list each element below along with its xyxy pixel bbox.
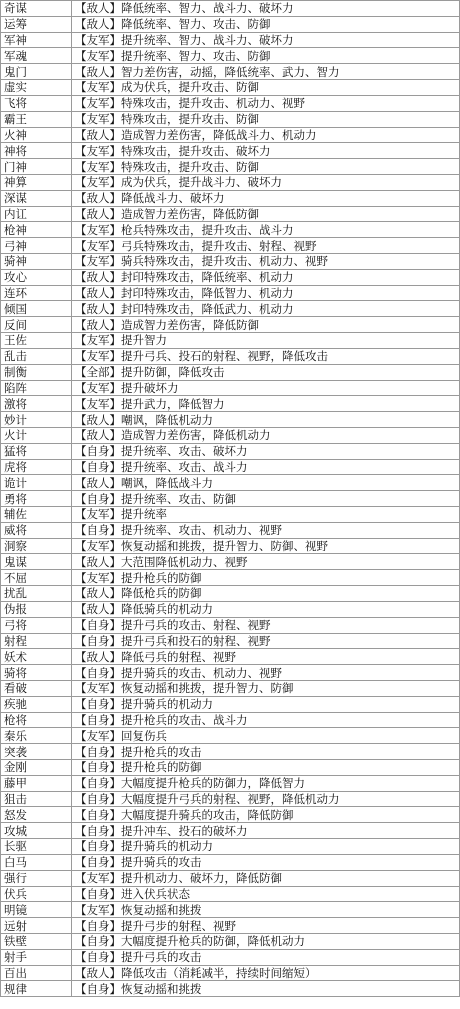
skill-effect: 【自身】提升弓兵和投石的射程、视野 bbox=[72, 633, 460, 649]
skill-effect: 【敌人】智力差伤害，动摇，降低统率、武力、智力 bbox=[72, 64, 460, 80]
skill-name: 飞将 bbox=[1, 95, 72, 111]
skill-name: 明镜 bbox=[1, 902, 72, 918]
table-row bbox=[1, 775, 460, 791]
skill-name: 军魂 bbox=[1, 48, 72, 64]
skill-name: 百出 bbox=[1, 965, 72, 981]
table-row bbox=[1, 333, 460, 349]
skill-name: 看破 bbox=[1, 680, 72, 696]
skill-name: 远射 bbox=[1, 918, 72, 934]
table-row bbox=[1, 80, 460, 96]
table-row bbox=[1, 728, 460, 744]
table-row bbox=[1, 254, 460, 270]
table-row bbox=[1, 601, 460, 617]
table-row bbox=[1, 586, 460, 602]
table-row bbox=[1, 981, 460, 997]
table-row bbox=[1, 491, 460, 507]
skill-effect: 【友军】提升统率、智力、攻击、防御 bbox=[72, 48, 460, 64]
table-row bbox=[1, 348, 460, 364]
skill-effect: 【敌人】降低弓兵的射程、视野 bbox=[72, 649, 460, 665]
skill-effect: 【敌人】封印特殊攻击，降低武力、机动力 bbox=[72, 301, 460, 317]
skill-effect: 【自身】提升冲车、投石的破坏力 bbox=[72, 823, 460, 839]
table-row bbox=[1, 633, 460, 649]
table-row bbox=[1, 680, 460, 696]
skill-name: 枪神 bbox=[1, 222, 72, 238]
skill-effect: 【友军】成为伏兵，提升攻击、防御 bbox=[72, 80, 460, 96]
skill-name: 怒发 bbox=[1, 807, 72, 823]
table-row bbox=[1, 649, 460, 665]
table-row bbox=[1, 190, 460, 206]
skill-name: 倾国 bbox=[1, 301, 72, 317]
skill-effect: 【敌人】降低统率、智力、战斗力、破坏力 bbox=[72, 1, 460, 17]
skill-name: 军神 bbox=[1, 32, 72, 48]
skill-effect: 【自身】大幅度提升枪兵的防御，降低机动力 bbox=[72, 933, 460, 949]
skill-name: 长驱 bbox=[1, 839, 72, 855]
skill-name: 门神 bbox=[1, 159, 72, 175]
table-row bbox=[1, 222, 460, 238]
skill-effect: 【自身】提升枪兵的攻击 bbox=[72, 744, 460, 760]
table-row bbox=[1, 1, 460, 17]
skill-name: 妖术 bbox=[1, 649, 72, 665]
table-row bbox=[1, 127, 460, 143]
skill-effect: 【自身】提升弓步的射程、视野 bbox=[72, 918, 460, 934]
skill-effect: 【友军】提升机动力、破坏力，降低防御 bbox=[72, 870, 460, 886]
skill-name: 反间 bbox=[1, 317, 72, 333]
table-row bbox=[1, 475, 460, 491]
skill-name: 鬼谋 bbox=[1, 554, 72, 570]
skill-effect: 【友军】提升智力 bbox=[72, 333, 460, 349]
skill-name: 王佐 bbox=[1, 333, 72, 349]
skill-name: 狙击 bbox=[1, 791, 72, 807]
table-row bbox=[1, 902, 460, 918]
skill-effect: 【自身】提升统率、攻击、破坏力 bbox=[72, 443, 460, 459]
skill-effect: 【敌人】嘲讽，降低战斗力 bbox=[72, 475, 460, 491]
skill-effect: 【友军】骑兵特殊攻击，提升攻击、机动力、视野 bbox=[72, 254, 460, 270]
skill-effect: 【自身】大幅度提升骑兵的攻击，降低防御 bbox=[72, 807, 460, 823]
skill-effect: 【自身】提升弓兵的攻击 bbox=[72, 949, 460, 965]
skill-effect: 【自身】大幅度提升弓兵的射程、视野，降低机动力 bbox=[72, 791, 460, 807]
skill-effect: 【自身】提升统率、攻击、防御 bbox=[72, 491, 460, 507]
table-row bbox=[1, 965, 460, 981]
table-row bbox=[1, 364, 460, 380]
table-row bbox=[1, 949, 460, 965]
skill-effect: 【敌人】造成智力差伤害，降低防御 bbox=[72, 206, 460, 222]
skill-name: 不屈 bbox=[1, 570, 72, 586]
skill-effect: 【自身】提升弓兵的攻击、射程、视野 bbox=[72, 617, 460, 633]
skill-effect: 【敌人】大范围降低机动力、视野 bbox=[72, 554, 460, 570]
skill-effect: 【友军】特殊攻击，提升攻击、机动力、视野 bbox=[72, 95, 460, 111]
skill-effect: 【敌人】降低统率、智力、攻击、防御 bbox=[72, 16, 460, 32]
table-row bbox=[1, 617, 460, 633]
table-row bbox=[1, 269, 460, 285]
table-row bbox=[1, 791, 460, 807]
table-row bbox=[1, 522, 460, 538]
table-row bbox=[1, 933, 460, 949]
skill-name: 射程 bbox=[1, 633, 72, 649]
table-row bbox=[1, 507, 460, 523]
skill-effect: 【友军】提升统率、智力、战斗力、破坏力 bbox=[72, 32, 460, 48]
table-row bbox=[1, 760, 460, 776]
skill-effect: 【友军】恢复动摇和挑拨 bbox=[72, 902, 460, 918]
table-row bbox=[1, 143, 460, 159]
table-row bbox=[1, 48, 460, 64]
table-row bbox=[1, 427, 460, 443]
skill-effect: 【敌人】造成智力差伤害，降低战斗力、机动力 bbox=[72, 127, 460, 143]
table-row bbox=[1, 665, 460, 681]
table-row bbox=[1, 396, 460, 412]
table-row bbox=[1, 174, 460, 190]
table-row bbox=[1, 538, 460, 554]
skill-name: 白马 bbox=[1, 854, 72, 870]
skill-effect: 【敌人】封印特殊攻击，降低统率、机动力 bbox=[72, 269, 460, 285]
table-row bbox=[1, 570, 460, 586]
table-row bbox=[1, 886, 460, 902]
table-row bbox=[1, 380, 460, 396]
skill-name: 突袭 bbox=[1, 744, 72, 760]
skill-effect: 【友军】恢复动摇和挑拨，提升智力、防御 bbox=[72, 680, 460, 696]
skill-effect: 【友军】特殊攻击，提升攻击、破坏力 bbox=[72, 143, 460, 159]
skill-effect: 【友军】成为伏兵，提升战斗力、破坏力 bbox=[72, 174, 460, 190]
skill-effect: 【自身】大幅度提升枪兵的防御力，降低智力 bbox=[72, 775, 460, 791]
skill-effect: 【敌人】造成智力差伤害，降低防御 bbox=[72, 317, 460, 333]
table-row bbox=[1, 712, 460, 728]
skill-name: 枪将 bbox=[1, 712, 72, 728]
skill-effect: 【友军】提升枪兵的防御 bbox=[72, 570, 460, 586]
skill-effect: 【敌人】降低骑兵的机动力 bbox=[72, 601, 460, 617]
skill-name: 制衡 bbox=[1, 364, 72, 380]
table-row bbox=[1, 206, 460, 222]
skill-name: 虚实 bbox=[1, 80, 72, 96]
table-row bbox=[1, 807, 460, 823]
skill-effect: 【友军】提升弓兵、投石的射程、视野，降低攻击 bbox=[72, 348, 460, 364]
table-row bbox=[1, 301, 460, 317]
table-row bbox=[1, 554, 460, 570]
skill-name: 弓神 bbox=[1, 238, 72, 254]
skill-effect: 【敌人】封印特殊攻击，降低智力、机动力 bbox=[72, 285, 460, 301]
skill-name: 神将 bbox=[1, 143, 72, 159]
skill-effect: 【敌人】降低战斗力、破坏力 bbox=[72, 190, 460, 206]
skill-name: 铁壁 bbox=[1, 933, 72, 949]
skill-effect: 【友军】枪兵特殊攻击，提升攻击、战斗力 bbox=[72, 222, 460, 238]
skill-name: 火计 bbox=[1, 427, 72, 443]
skill-effect: 【全部】提升防御，降低攻击 bbox=[72, 364, 460, 380]
table-row bbox=[1, 412, 460, 428]
table-row bbox=[1, 443, 460, 459]
skill-effect: 【自身】提升骑兵的攻击、机动力、视野 bbox=[72, 665, 460, 681]
skill-name: 内讧 bbox=[1, 206, 72, 222]
skill-name: 骑将 bbox=[1, 665, 72, 681]
skill-name: 乱击 bbox=[1, 348, 72, 364]
skill-name: 火神 bbox=[1, 127, 72, 143]
skill-name: 奇谋 bbox=[1, 1, 72, 17]
table-row bbox=[1, 16, 460, 32]
table-row bbox=[1, 159, 460, 175]
skill-name: 强行 bbox=[1, 870, 72, 886]
skill-effect: 【自身】提升骑兵的机动力 bbox=[72, 696, 460, 712]
table-row bbox=[1, 459, 460, 475]
skill-name: 射手 bbox=[1, 949, 72, 965]
skill-effect: 【友军】特殊攻击，提升攻击、防御 bbox=[72, 159, 460, 175]
skill-name: 虎将 bbox=[1, 459, 72, 475]
skill-effect: 【敌人】造成智力差伤害，降低机动力 bbox=[72, 427, 460, 443]
skill-name: 深谋 bbox=[1, 190, 72, 206]
skill-name: 骑神 bbox=[1, 254, 72, 270]
skill-name: 威将 bbox=[1, 522, 72, 538]
table-row bbox=[1, 870, 460, 886]
skill-effect: 【友军】恢复动摇和挑拨，提升智力、防御、视野 bbox=[72, 538, 460, 554]
skill-name: 运筹 bbox=[1, 16, 72, 32]
skill-name: 秦乐 bbox=[1, 728, 72, 744]
skill-name: 金刚 bbox=[1, 760, 72, 776]
skill-effect: 【自身】提升统率、攻击、机动力、视野 bbox=[72, 522, 460, 538]
skill-name: 妙计 bbox=[1, 412, 72, 428]
skill-name: 攻心 bbox=[1, 269, 72, 285]
skill-effect: 【自身】提升骑兵的攻击 bbox=[72, 854, 460, 870]
skill-name: 神算 bbox=[1, 174, 72, 190]
skill-name: 激将 bbox=[1, 396, 72, 412]
table-row bbox=[1, 64, 460, 80]
table-row bbox=[1, 95, 460, 111]
skill-table-body bbox=[1, 1, 460, 997]
table-row bbox=[1, 744, 460, 760]
skill-effect: 【友军】弓兵特殊攻击，提升攻击、射程、视野 bbox=[72, 238, 460, 254]
table-row bbox=[1, 317, 460, 333]
table-row bbox=[1, 839, 460, 855]
table-row bbox=[1, 238, 460, 254]
skill-name: 诡计 bbox=[1, 475, 72, 491]
skill-name: 勇将 bbox=[1, 491, 72, 507]
skill-name: 规律 bbox=[1, 981, 72, 997]
table-row bbox=[1, 823, 460, 839]
skill-effect: 【敌人】降低攻击（消耗减半，持续时间缩短） bbox=[72, 965, 460, 981]
skill-effect: 【自身】提升枪兵的攻击、战斗力 bbox=[72, 712, 460, 728]
skill-name: 伏兵 bbox=[1, 886, 72, 902]
skill-name: 弓将 bbox=[1, 617, 72, 633]
skill-name: 洞察 bbox=[1, 538, 72, 554]
skill-name: 霸王 bbox=[1, 111, 72, 127]
table-row bbox=[1, 111, 460, 127]
skill-effect: 【友军】提升统率 bbox=[72, 507, 460, 523]
skill-name: 猛将 bbox=[1, 443, 72, 459]
skill-effect: 【友军】特殊攻击，提升攻击、防御 bbox=[72, 111, 460, 127]
table-row bbox=[1, 918, 460, 934]
skill-effect: 【敌人】降低枪兵的防御 bbox=[72, 586, 460, 602]
skill-effect: 【自身】提升骑兵的机动力 bbox=[72, 839, 460, 855]
skill-effect: 【自身】恢复动摇和挑拨 bbox=[72, 981, 460, 997]
skill-effect: 【敌人】嘲讽，降低机动力 bbox=[72, 412, 460, 428]
skill-name: 鬼门 bbox=[1, 64, 72, 80]
skill-effect: 【自身】提升统率、攻击、战斗力 bbox=[72, 459, 460, 475]
skill-name: 疾驰 bbox=[1, 696, 72, 712]
skill-effect: 【友军】提升破坏力 bbox=[72, 380, 460, 396]
skill-name: 陷阵 bbox=[1, 380, 72, 396]
skill-name: 伪报 bbox=[1, 601, 72, 617]
table-row bbox=[1, 854, 460, 870]
table-row bbox=[1, 285, 460, 301]
skill-effect: 【友军】提升武力，降低智力 bbox=[72, 396, 460, 412]
skill-name: 扰乱 bbox=[1, 586, 72, 602]
skill-name: 辅佐 bbox=[1, 507, 72, 523]
skill-name: 攻城 bbox=[1, 823, 72, 839]
table-row bbox=[1, 696, 460, 712]
table-row bbox=[1, 32, 460, 48]
skill-effect: 【自身】进入伏兵状态 bbox=[72, 886, 460, 902]
skill-effect: 【友军】回复伤兵 bbox=[72, 728, 460, 744]
skill-name: 藤甲 bbox=[1, 775, 72, 791]
skill-name: 连环 bbox=[1, 285, 72, 301]
skill-effect: 【自身】提升枪兵的防御 bbox=[72, 760, 460, 776]
